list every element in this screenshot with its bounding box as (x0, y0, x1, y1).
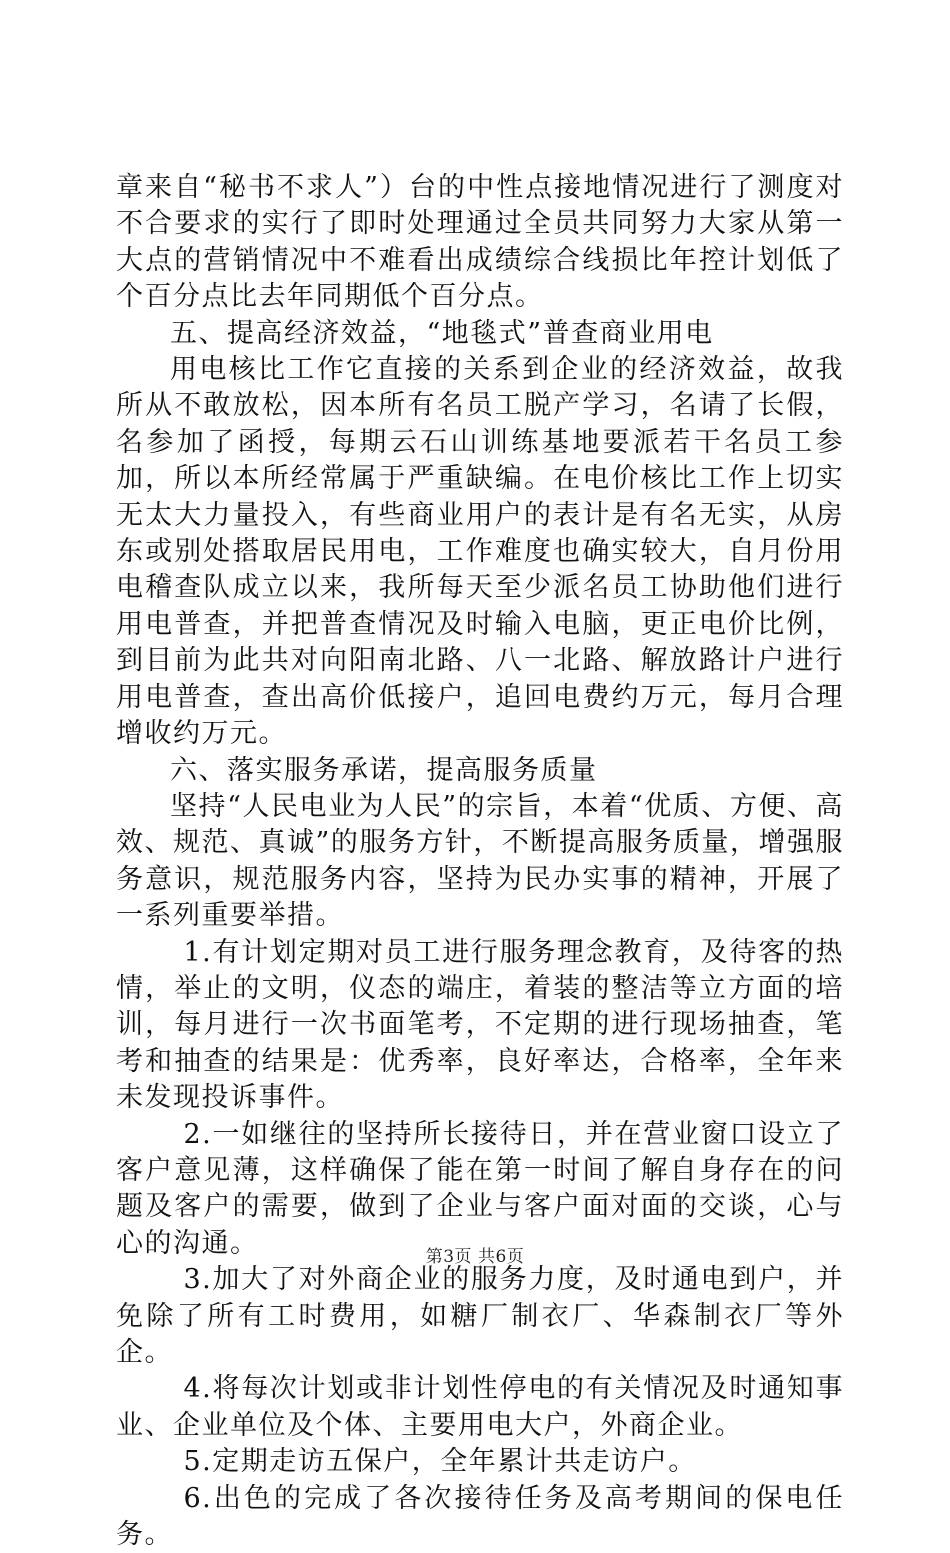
paragraph-continuation: 章来自“秘书不求人”）台的中性点接地情况进行了测度对不合要求的实行了即时处理通过全员共同努力大家从第一大点的营销情况中不难看出成绩综合线损比年控计划低了个百分点比去年同期低个百分点。 (116, 172, 844, 313)
section-heading-6: 六、落实服务承诺，提高服务质量 (170, 754, 598, 786)
list-item-4: 4.将每次计划或非计划性停电的有关情况及时通知事业、企业单位及个体、主要用电大户，外商企业。 (116, 1373, 844, 1441)
paragraph-service-commitment: 坚持“人民电业为人民”的宗旨，本着“优质、方便、高效、规范、真诚”的服务方针，不断提高服务质量，增强服务意识，规范服务内容，坚持为民办实事的精神，开展了一系列重要举措。 (116, 790, 844, 932)
list-item-2: 2.一如继往的坚持所长接待日，并在营业窗口设立了客户意见薄，这样确保了能在第一时间了解自身存在的问题及客户的需要，做到了企业与客户面对面的交谈，心与心的沟通。 (116, 1118, 844, 1259)
paragraph-electricity-check: 用电核比工作它直接的关系到企业的经济效益，故我所从不敢放松，因本所有名员工脱产学习，名请了长假，名参加了函授，每期云石山训练基地要派若干名员工参加，所以本所经常属于严重缺编。在电价核比工作上切实无太大力量投入，有些商业用户的表计是有名无实，从房东或别处搭取居民用电，工作难度也确实较大，自月份用电稽查队成立以来，我所每天至少派名员工协助他们进行用电普查，并把普查情况及时输入电脑，更正电价比例，到目前为此共对向阳南北路、八一北路、解放路计户进行用电普查，查出高价低接户，追回电费约万元，每月合理增收约万元。 (116, 354, 844, 750)
list-item-6: 6.出色的完成了各次接待任务及高考期间的保电任务。 (116, 1482, 844, 1551)
list-item-3: 3.加大了对外商企业的服务力度，及时通电到户，并免除了所有工时费用，如糖厂制衣厂、华森制衣厂等外企。 (116, 1264, 844, 1368)
list-item-1: 1.有计划定期对员工进行服务理念教育，及待客的热情，举止的文明，仪态的端庄，着装的整洁等立方面的培训，每月进行一次书面笔考，不定期的进行现场抽查，笔考和抽查的结果是：优秀率，良好率达，合格率，全年来未发现投诉事件。 (116, 936, 844, 1114)
section-heading-5: 五、提高经济效益，“地毯式”普查商业用电 (170, 317, 714, 349)
document-body (116, 170, 844, 1553)
list-item-5: 5.定期走访五保户，全年累计共走访户。 (183, 1446, 697, 1478)
page-number-footer: 第3页 共6页 (425, 1247, 525, 1267)
